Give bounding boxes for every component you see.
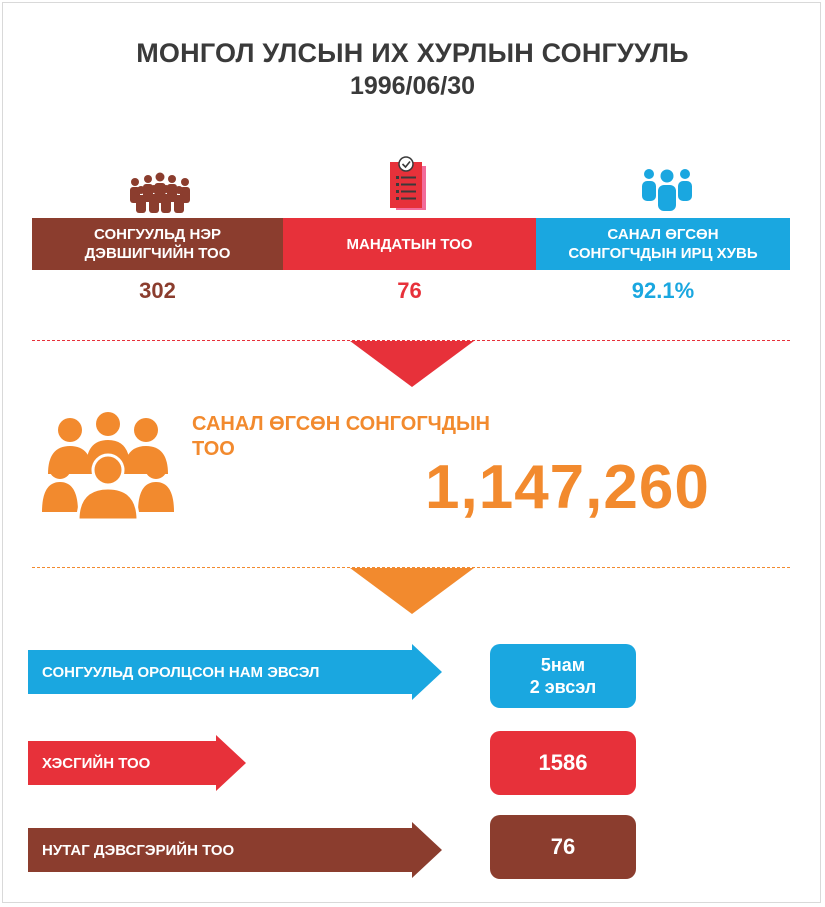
candidates-value: 302 <box>139 278 176 303</box>
people-group-icon <box>124 172 196 216</box>
crowd-icon <box>40 412 176 520</box>
down-arrow-orange <box>350 568 474 614</box>
districts-label: НУТАГ ДЭВСГЭРИЙН ТОО <box>28 822 442 878</box>
districts-value: 76 <box>490 815 636 879</box>
mandates-value: 76 <box>397 278 422 303</box>
mandates-label: МАНДАТЫН ТОО <box>283 218 536 270</box>
voters-value: 1,147,260 <box>425 453 710 522</box>
parties-label: СОНГУУЛЬД ОРОЛЦСОН НАМ ЭВСЭЛ <box>28 644 442 700</box>
turnout-label: САНАЛ ӨГСӨН СОНГОГЧДЫН ИРЦ ХУВЬ <box>536 218 790 270</box>
down-arrow-red <box>350 341 474 387</box>
candidates-label: СОНГУУЛЬД НЭР ДЭВШИГЧИЙН ТОО <box>32 218 283 270</box>
parties-value: 5нам 2 эвсэл <box>490 644 636 708</box>
precincts-value: 1586 <box>490 731 636 795</box>
voters-label: САНАЛ ӨГСӨН СОНГОГЧДЫН ТОО <box>192 413 490 460</box>
turnout-value: 92.1% <box>631 278 695 303</box>
precincts-label: ХЭСГИЙН ТОО <box>28 735 246 791</box>
page-title: МОНГОЛ УЛСЫН ИХ ХУРЛЫН СОНГУУЛЬ <box>136 38 689 68</box>
clipboard-checklist-icon <box>386 156 430 214</box>
election-date: 1996/06/30 <box>349 72 476 100</box>
users-icon <box>637 164 697 214</box>
